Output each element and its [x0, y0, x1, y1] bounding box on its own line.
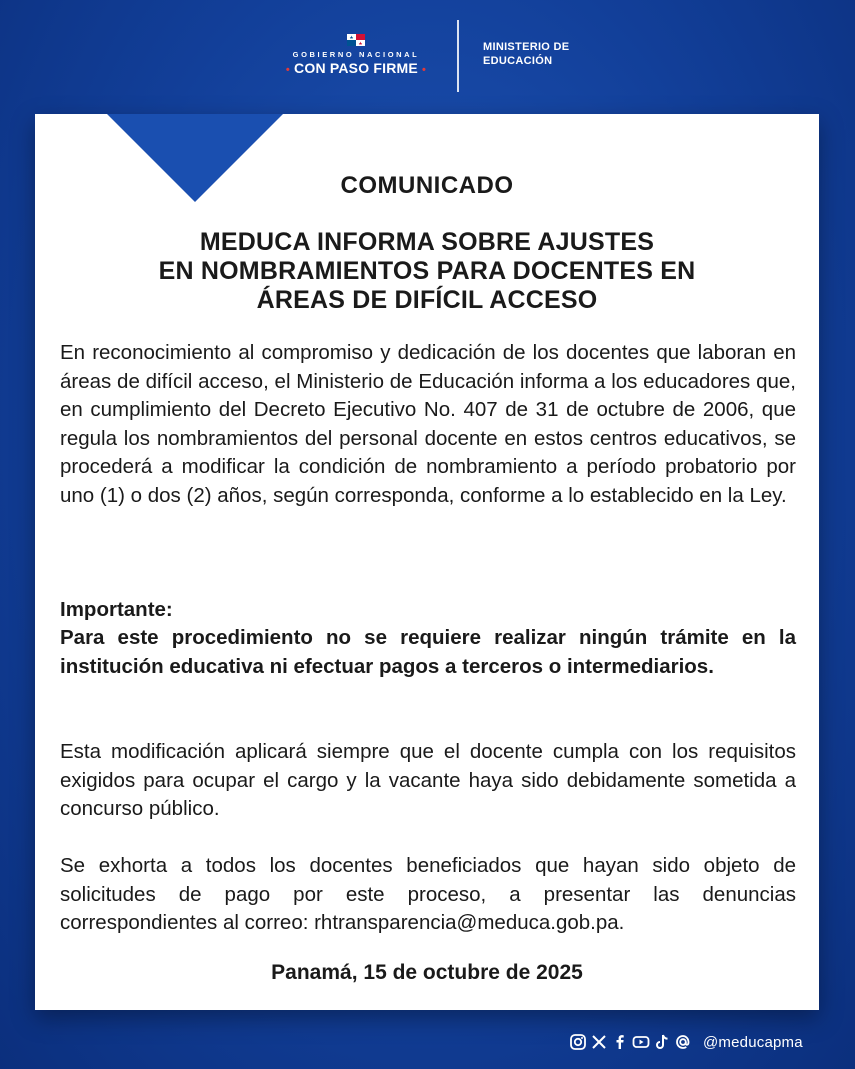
slogan-dot-left: •: [285, 64, 290, 76]
gov-slogan-text: CON PASO FIRME: [294, 60, 418, 76]
x-icon[interactable]: [590, 1033, 608, 1051]
social-handle[interactable]: @meducapma: [703, 1033, 803, 1051]
government-logo: [270, 34, 442, 78]
gov-slogan: [270, 60, 442, 78]
slogan-dot-right: •: [422, 64, 427, 76]
headline-line-1: MEDUCA INFORMA SOBRE AJUSTES: [199, 228, 655, 256]
communique-title: COMUNICADO: [340, 172, 514, 199]
tiktok-icon[interactable]: [653, 1033, 671, 1051]
date-line: Panamá, 15 de octubre de 2025: [271, 961, 583, 984]
gov-small-text: GOBIERNO NACIONAL: [292, 50, 420, 59]
ministry-line-1: MINISTERIO DE: [483, 41, 570, 53]
header-divider: [457, 20, 459, 92]
panama-flag-icon: [347, 34, 365, 46]
headline-line-3: ÁREAS DE DIFÍCIL ACCESO: [256, 286, 598, 314]
instagram-icon[interactable]: [569, 1033, 587, 1051]
paragraph-conditions: Esta modificación aplicará siempre que el docente cumpla con los requisitos exigidos para ocupar el cargo y la vacante haya sido debidamente sometida a concurso público.: [60, 740, 796, 820]
threads-icon[interactable]: [674, 1033, 692, 1051]
important-text: Para este procedimiento no se requiere realizar ningún trámite en la institución educativa ni efectuar pagos a terceros o intermediarios.: [60, 626, 796, 678]
communique-card: [35, 114, 819, 1010]
social-bar: [569, 1030, 803, 1054]
paragraph-intro: En reconocimiento al compromiso y dedicación de los docentes que laboran en áreas de difícil acceso, el Ministerio de Educación informa a los educadores que, en cumplimiento del Decreto Ejecutivo No. 407 de 31 de octubre de 2006, que regula los nombramientos del personal docente en estos centros educativos, se procederá a modificar la condición de nombramiento a período probatorio por uno (1) o dos (2) años, según corresponda, conforme a lo establecido en la Ley.: [60, 341, 796, 507]
important-label: Importante:: [60, 598, 173, 621]
headline-line-2: EN NOMBRAMIENTOS PARA DOCENTES EN: [158, 257, 696, 285]
headline: [75, 228, 779, 315]
ministry-line-2: EDUCACIÓN: [483, 55, 553, 67]
youtube-icon[interactable]: [632, 1033, 650, 1051]
paragraph-denuncias: Se exhorta a todos los docentes beneficiados que hayan sido objeto de solicitudes de pago por este proceso, a presentar las denuncias correspondientes al correo: rhtransparencia@meduca.gob.pa.: [60, 854, 796, 934]
header: [0, 18, 855, 98]
ministry-name: [483, 40, 569, 68]
facebook-icon[interactable]: [611, 1033, 629, 1051]
